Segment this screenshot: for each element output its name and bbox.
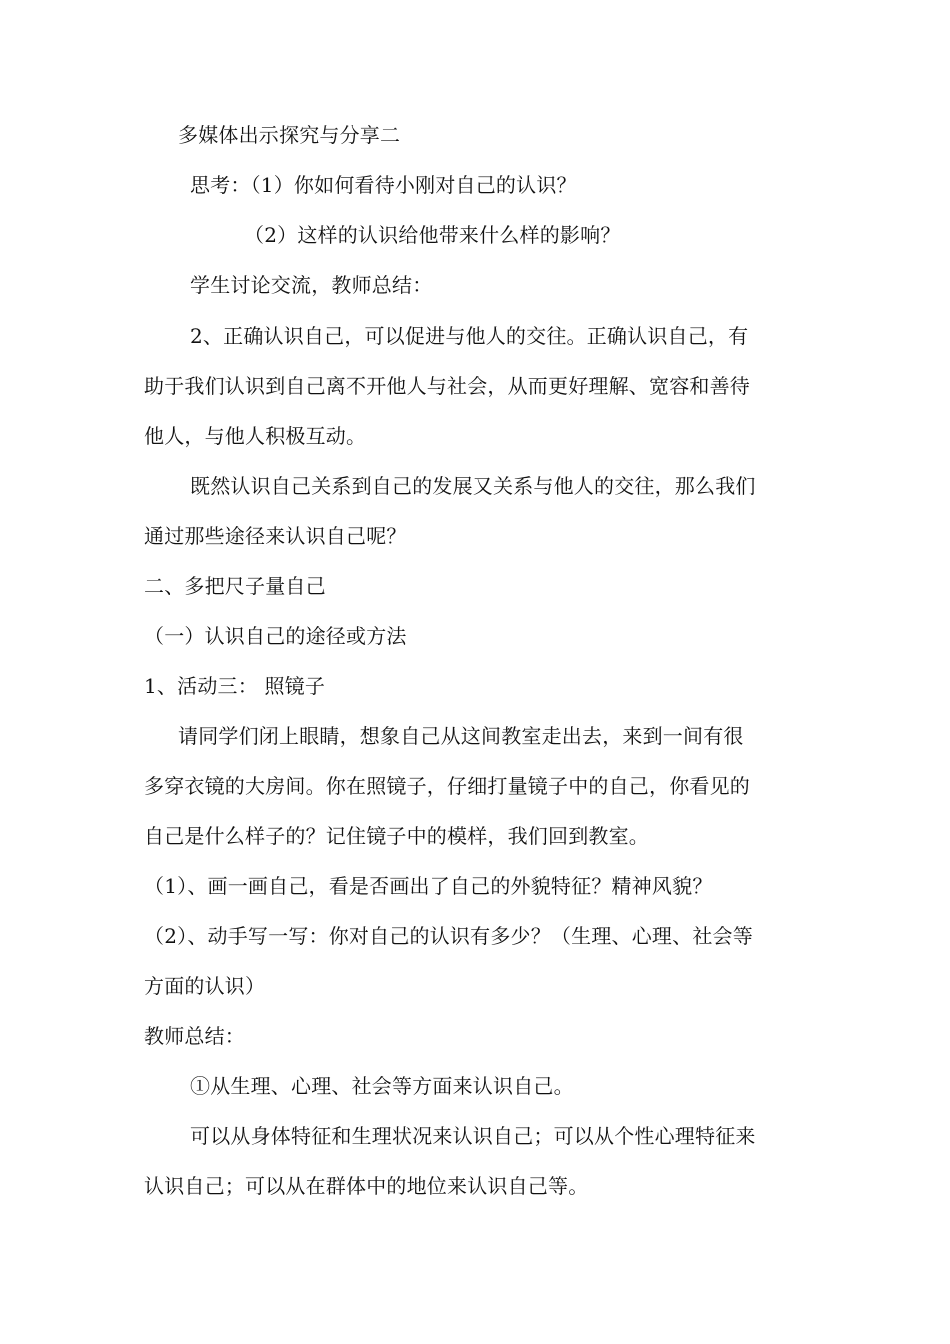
paragraph-think-question-2: （2）这样的认识给他带来什么样的影响？	[244, 223, 621, 247]
paragraph-multimedia-heading: 多媒体出示探究与分享二	[178, 123, 401, 147]
activity-heading: 1、活动三： 照镜子	[144, 674, 326, 698]
paragraph-task-1: （1）、画一画自己，看是否画出了自己的外貌特征？精神风貌？	[144, 874, 713, 898]
section-heading-two: 二、多把尺子量自己	[144, 574, 326, 598]
subsection-heading-one: （一）认识自己的途径或方法	[144, 624, 407, 648]
paragraph-teacher-summary: 教师总结：	[144, 1024, 245, 1048]
paragraph-activity-line-3: 自己是什么样子的？记住镜子中的模样，我们回到教室。	[144, 824, 649, 848]
paragraph-point-2-line-2: 助于我们认识到自己离不开他人与社会，从而更好理解、宽容和善待	[144, 374, 750, 398]
paragraph-discussion: 学生讨论交流，教师总结：	[190, 273, 433, 297]
paragraph-think-question-1: 思考：（1）你如何看待小刚对自己的认识？	[190, 173, 577, 197]
paragraph-point-2-line-1: 2、正确认识自己，可以促进与他人的交往。正确认识自己，有	[190, 324, 749, 348]
paragraph-transition-line-2: 通过那些途径来认识自己呢？	[144, 524, 407, 548]
paragraph-point-2-line-3: 他人，与他人积极互动。	[144, 424, 367, 448]
paragraph-activity-line-1: 请同学们闭上眼睛，想象自己从这间教室走出去，来到一间有很	[178, 724, 744, 748]
paragraph-task-2-line-2: 方面的认识）	[144, 974, 266, 998]
paragraph-task-2-line-1: （2）、动手写一写：你对自己的认识有多少？（生理、心理、社会等	[144, 924, 753, 948]
paragraph-activity-line-2: 多穿衣镜的大房间。你在照镜子，仔细打量镜子中的自己，你看见的	[144, 774, 750, 798]
paragraph-summary-detail-line-1: 可以从身体特征和生理状况来认识自己；可以从个性心理特征来	[190, 1124, 756, 1148]
paragraph-transition-line-1: 既然认识自己关系到自己的发展又关系与他人的交往，那么我们	[190, 474, 756, 498]
paragraph-summary-detail-line-2: 认识自己；可以从在群体中的地位来认识自己等。	[144, 1174, 589, 1198]
paragraph-summary-point-1: ①从生理、心理、社会等方面来认识自己。	[190, 1074, 574, 1098]
